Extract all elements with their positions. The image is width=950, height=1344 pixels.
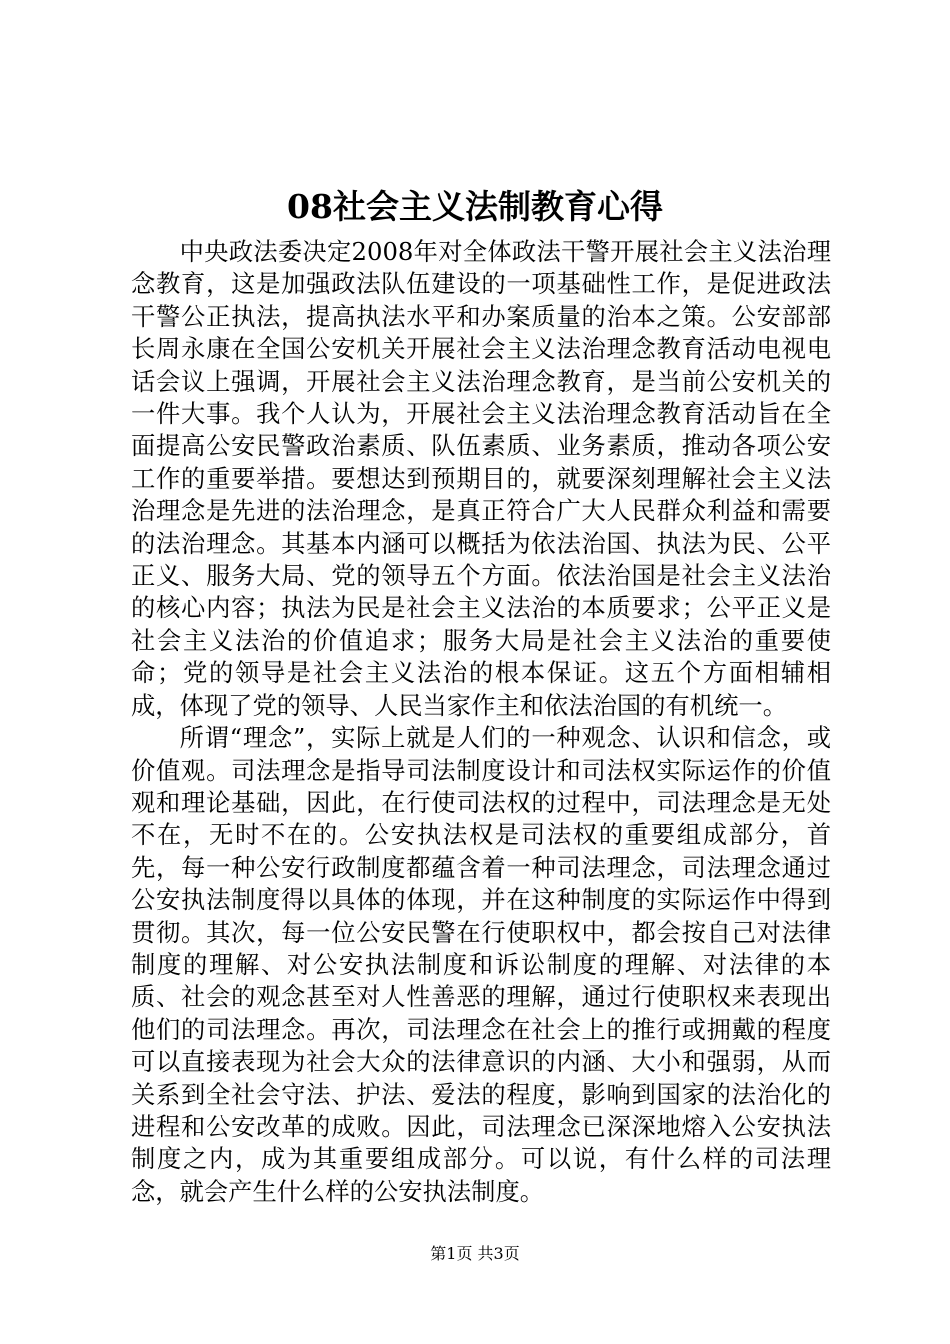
paragraph-1: 中央政法委决定2008年对全体政法干警开展社会主义法治理念教育，这是加强政法队伍建设的一项基础性工作，是促进政法干警公正执法，提高执法水平和办案质量的治本之策。公安部部长周永康在全国公安机关开展社会主义法治理念教育活动电视电话会议上强调，开展社会主义法治理念教育，是当前公安机关的一件大事。我个人认为，开展社会主义法治理念教育活动旨在全面提高公安民警政治素质、队伍素质、业务素质，推动各项公安工作的重要举措。要想达到预期目的，就要深刻理解社会主义法治理念是先进的法治理念，是真正符合广大人民群众利益和需要的法治理念。其基本内涵可以概括为依法治国、执法为民、公平正义、服务大局、党的领导五个方面。依法治国是社会主义法治的核心内容；执法为民是社会主义法治的本质要求；公平正义是社会主义法治的价值追求；服务大局是社会主义法治的重要使命；党的领导是社会主义法治的根本保证。这五个方面相辅相成，体现了党的领导、人民当家作主和依法治国的有机统一。 [131, 237, 831, 720]
document-body [131, 236, 831, 1208]
paragraph-2: 所谓“理念”，实际上就是人们的一种观念、认识和信念，或价值观。司法理念是指导司法制度设计和司法权实际运作的价值观和理论基础，因此，在行使司法权的过程中，司法理念是无处不在，无时不在的。公安执法权是司法权的重要组成部分，首先，每一种公安行政制度都蕴含着一种司法理念，司法理念通过公安执法制度得以具体的体现，并在这种制度的实际运作中得到贯彻。其次，每一位公安民警在行使职权中，都会按自己对法律制度的理解、对公安执法制度和诉讼制度的理解、对法律的本质、社会的观念甚至对人性善恶的理解，通过行使职权来表现出他们的司法理念。再次，司法理念在社会上的推行或拥戴的程度可以直接表现为社会大众的法律意识的内涵、大小和强弱，从而关系到全社会守法、护法、爱法的程度，影响到国家的法治化的进程和公安改革的成败。因此，司法理念已深深地熔入公安执法制度之内，成为其重要组成部分。可以说，有什么样的司法理念，就会产生什么样的公安执法制度。 [131, 723, 831, 1206]
document-title: 08社会主义法制教育心得 [287, 187, 663, 226]
page-footer: 第1页 共3页 [430, 1244, 520, 1263]
